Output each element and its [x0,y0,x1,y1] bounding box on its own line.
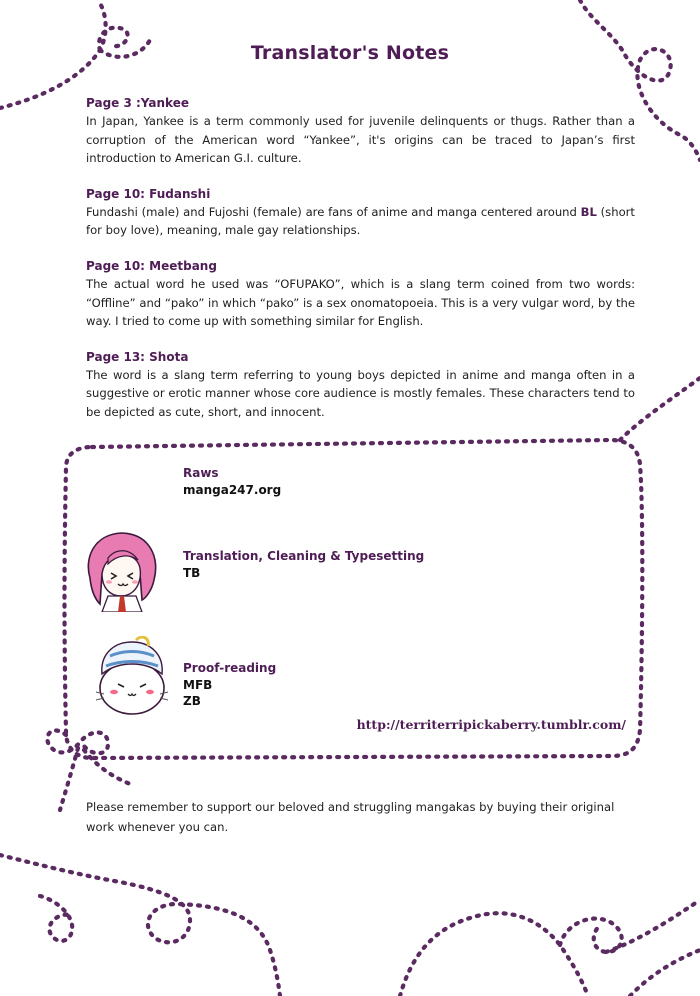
note-heading: Page 10: Meetbang [86,258,217,273]
credit-translation [183,548,424,581]
note-body: The actual word he used was “OFUPAKO”, which is a slang term coined from two words: “Offline” and “pako” in which “pako” is a sex onomatopoeia. This is a very vulgar word, by the way. I tried to come up with something similar for English. [86,276,635,329]
note-shota [86,348,635,422]
credit-name: TB [183,566,201,580]
note-body [86,203,635,240]
note-body-text: Fundashi (male) and Fujoshi (female) are fans of anime and manga centered around [86,204,581,219]
bl-highlight: BL [580,204,597,219]
turban-cat-avatar [92,636,172,720]
credit-name: ZB [183,694,201,708]
note-body: The word is a slang term referring to young boys depicted in anime and manga often in a suggestive or erotic manner whose core audience is mostly females. These characters tend to be depicted as cute, short, and innocent. [86,367,635,419]
credit-role: Proof-reading [183,661,277,675]
note-body: In Japan, Yankee is a term commonly used for juvenile delinquents or thugs. Rather than a corruption of the American word “Yankee”, it's origins can be traced to Japan’s first introduction to American G.I. culture. [86,114,635,166]
credit-role: Raws [183,466,219,480]
credit-name: manga247.org [183,483,282,497]
credit-name: MFB [183,678,213,692]
pink-haired-girl-avatar [80,528,164,612]
note-yankee [86,94,635,168]
note-fudanshi [86,185,635,240]
note-meetbang [86,257,635,331]
credit-raws [183,465,281,498]
credit-proofreading [183,660,276,709]
note-heading: Page 3 :Yankee [86,96,189,110]
footer-message: Please remember to support our beloved and struggling mangakas by buying their original work whenever you can. [86,800,615,834]
note-heading: Page 13: Shota [86,349,189,364]
credit-role: Translation, Cleaning & Typesetting [183,549,425,563]
note-heading: Page 10: Fudanshi [86,186,211,201]
note-body-text: (short for boy love), meaning, male gay relationships. [86,204,635,238]
bottom-ribbon [0,855,280,996]
website-link[interactable]: http://territerripickaberry.tumblr.com/ [356,717,626,732]
notes-section [86,94,635,439]
page-title: Translator's Notes [250,42,450,64]
